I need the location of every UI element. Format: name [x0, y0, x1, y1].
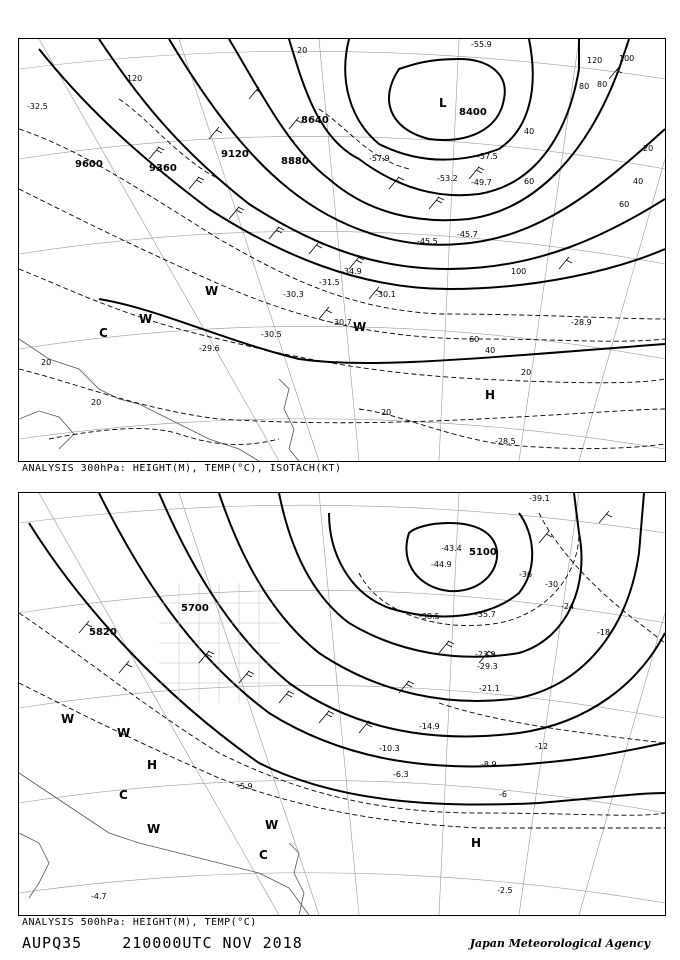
isotach-label: 20 — [521, 368, 532, 377]
temp-label: -34.9 — [341, 267, 362, 276]
warm-symbol: W — [205, 284, 219, 298]
temp-label: -4.7 — [91, 892, 107, 901]
temp-label: -30.1 — [375, 290, 396, 299]
height-label: 8640 — [301, 115, 329, 126]
warm-symbol: W — [147, 822, 161, 836]
cold-symbol: C — [259, 848, 268, 862]
temp-label: -38.5 — [419, 612, 440, 621]
temp-label: -30.3 — [283, 290, 304, 299]
temp-label: -29.3 — [477, 662, 498, 671]
temp-label: -2.5 — [497, 886, 513, 895]
warm-symbol: W — [61, 712, 75, 726]
isotach-label: 20 — [381, 408, 392, 417]
isotach-label: 100 — [511, 267, 527, 276]
isotach-label: 40 — [633, 177, 644, 186]
temp-label: -53.2 — [437, 174, 458, 183]
analysis-500hpa-map — [18, 492, 666, 916]
shaded-region — [159, 583, 279, 703]
map-500hpa-svg — [19, 493, 665, 915]
temp-label: -21.1 — [479, 684, 500, 693]
isotach-label: 40 — [524, 127, 535, 136]
isotach-label: 120 — [127, 74, 143, 83]
height-label: 8880 — [281, 156, 309, 167]
temp-label: -39.1 — [529, 494, 550, 503]
isotach-label: 80 — [597, 80, 608, 89]
caption-500hpa: ANALYSIS 500hPa: HEIGHT(M), TEMP(°C) — [22, 917, 257, 928]
height-contours — [29, 493, 665, 805]
temp-label: -55.9 — [471, 40, 492, 49]
height-label: 5100 — [469, 547, 497, 558]
isotach-label: 20 — [41, 358, 52, 367]
temp-label: -44.9 — [431, 560, 452, 569]
temp-label: -57.9 — [369, 154, 390, 163]
high-symbol: H — [485, 388, 496, 402]
high-symbol: H — [147, 758, 158, 772]
temp-label: -45.7 — [457, 230, 478, 239]
coastline — [19, 339, 299, 461]
temp-label: -30.7 — [331, 318, 352, 327]
isotach-label: 20 — [297, 46, 308, 55]
temp-label: -28.9 — [571, 318, 592, 327]
height-label: 8400 — [459, 107, 487, 118]
temp-label: -8.9 — [481, 760, 497, 769]
temp-label: -23.9 — [475, 650, 496, 659]
temp-label: -49.7 — [471, 178, 492, 187]
temp-label: -31.5 — [319, 278, 340, 287]
valid-time: 210000UTC NOV 2018 — [122, 934, 303, 952]
warm-symbol: W — [265, 818, 279, 832]
temp-label: -43.4 — [441, 544, 462, 553]
temp-label: -29.6 — [199, 344, 220, 353]
warm-symbol: W — [139, 312, 153, 326]
isotach-label: 20 — [643, 144, 654, 153]
warm-symbol: W — [117, 726, 131, 740]
temp-label: -14.9 — [419, 722, 440, 731]
low-symbol: L — [439, 96, 447, 110]
isotach-label: 40 — [485, 346, 496, 355]
temp-label: -10.3 — [379, 744, 400, 753]
temp-label: -57.5 — [477, 152, 498, 161]
product-code: AUPQ35 — [22, 934, 83, 952]
pressure-symbols-500 — [61, 712, 481, 862]
temp-label: -6.3 — [393, 770, 409, 779]
isotach-label: 100 — [619, 54, 635, 63]
footer-product-line — [22, 934, 333, 952]
isotach-label: 120 — [587, 56, 603, 65]
isotherm-label: -30 — [545, 580, 559, 589]
temp-label: -32.5 — [27, 102, 48, 111]
cold-symbol: C — [99, 326, 108, 340]
caption-300hpa: ANALYSIS 300hPa: HEIGHT(M), TEMP(°C), ISOTACH(KT) — [22, 463, 342, 474]
height-label: 9600 — [75, 159, 103, 170]
temp-label: -30.5 — [261, 330, 282, 339]
isotherm-label: -18 — [597, 628, 611, 637]
isotherm-label: -24 — [561, 602, 575, 611]
high-symbol: H — [471, 836, 482, 850]
analysis-300hpa-map — [18, 38, 666, 462]
cold-symbol: C — [119, 788, 128, 802]
temp-label: -5.9 — [237, 782, 253, 791]
isotach-label: 80 — [579, 82, 590, 91]
isotach-label: 60 — [469, 335, 480, 344]
isotach-label: 60 — [619, 200, 630, 209]
isotherm-label: -6 — [499, 790, 507, 799]
map-300hpa-svg — [19, 39, 665, 461]
warm-symbol: W — [353, 320, 367, 334]
isotherm-label: -12 — [535, 742, 549, 751]
temp-label: -45.5 — [417, 237, 438, 246]
agency-credit: Japan Meteorological Agency — [469, 937, 650, 950]
isotach-label: 20 — [91, 398, 102, 407]
height-label: 5820 — [89, 627, 117, 638]
height-label: 9120 — [221, 149, 249, 160]
isotherm-label: -36 — [519, 570, 533, 579]
temp-label: -35.7 — [475, 610, 496, 619]
temp-label: -28.5 — [495, 437, 516, 446]
height-labels-300 — [75, 107, 487, 174]
coastline — [19, 773, 309, 915]
height-label: 9360 — [149, 163, 177, 174]
height-label: 5700 — [181, 603, 209, 614]
isotach-label: 60 — [524, 177, 535, 186]
